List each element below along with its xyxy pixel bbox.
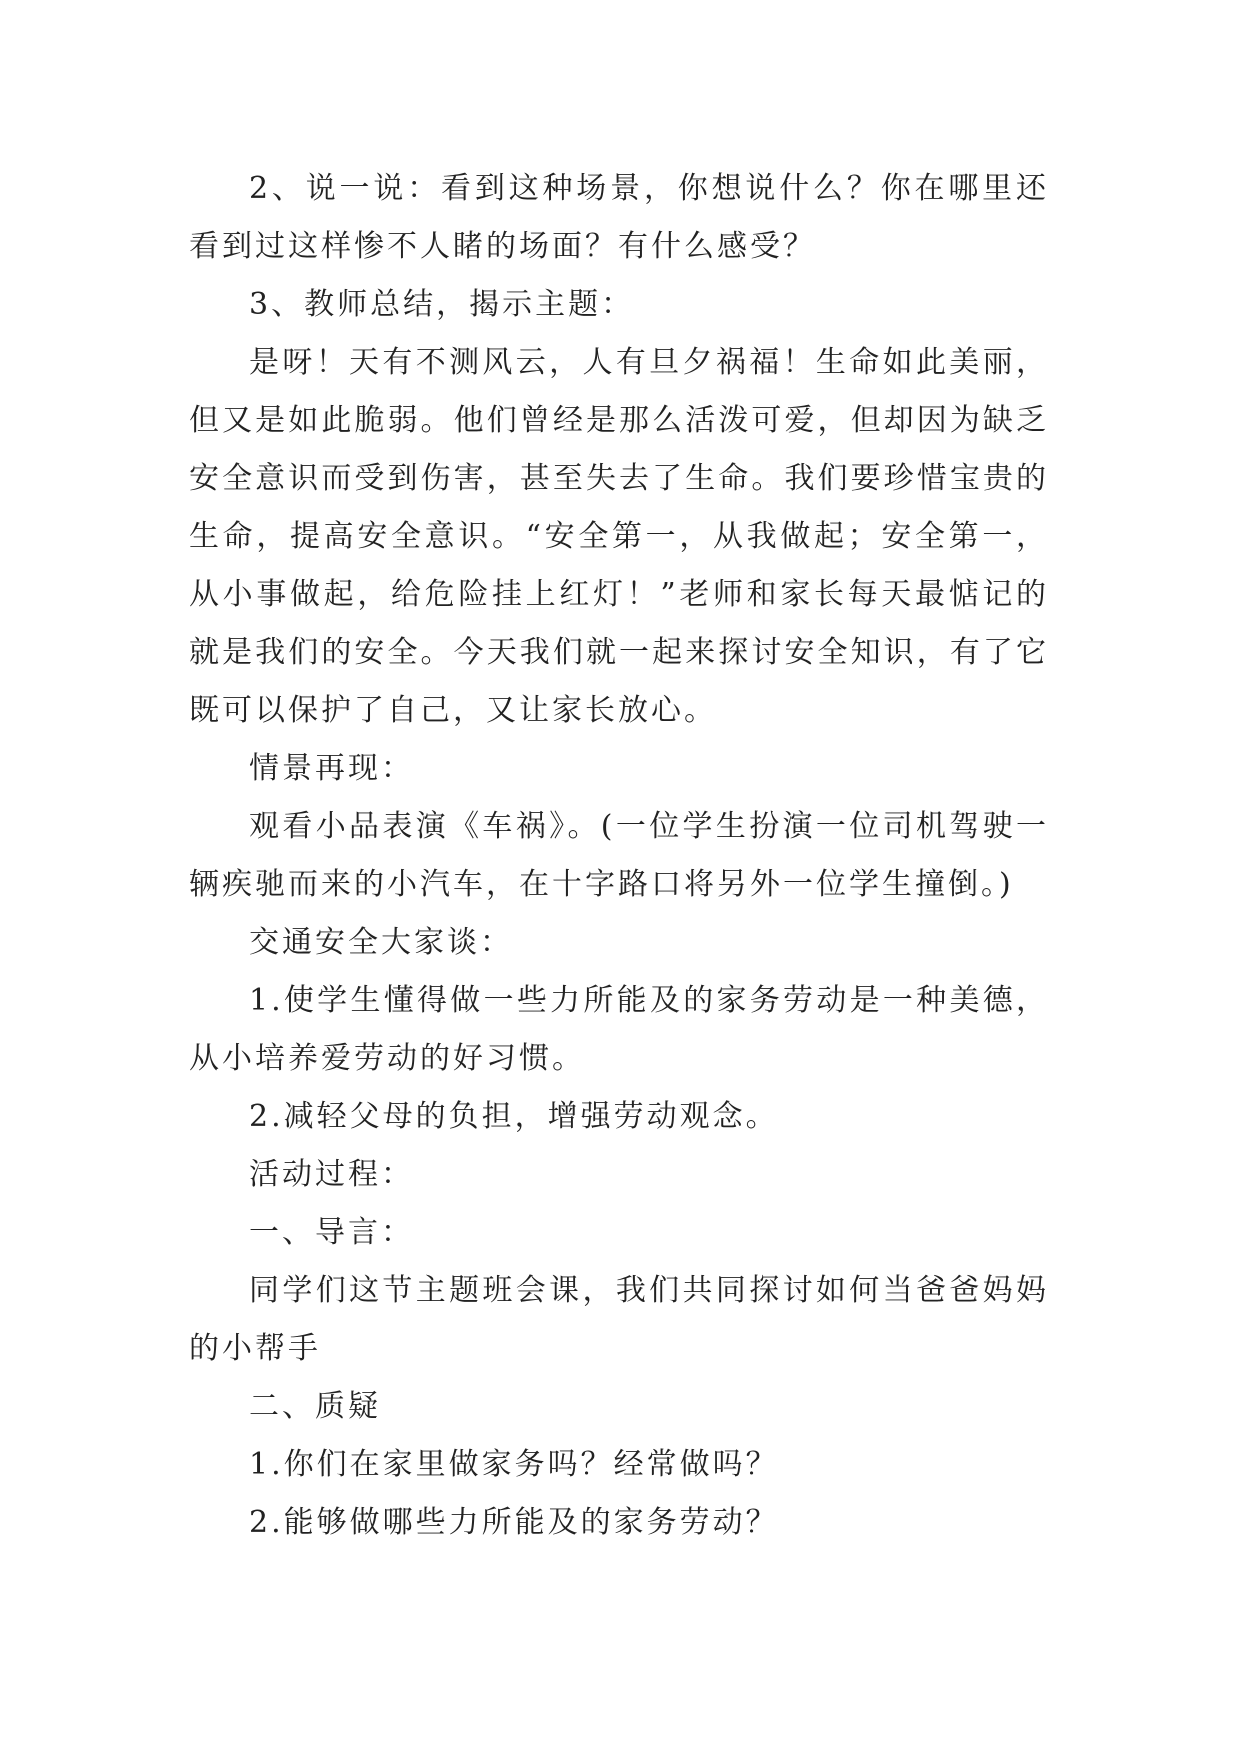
paragraph-goal-2: 2.减轻父母的负担，增强劳动观念。 [249,1099,779,1134]
paragraph-process-heading: 活动过程： [249,1157,414,1192]
paragraph-teacher-summary-heading: 3、教师总结，揭示主题： [249,287,635,322]
paragraph-goal-1: 1.使学生懂得做一些力所能及的家务劳动是一种美德，从小培养爱劳动的好习惯。 [189,983,1049,1076]
paragraph-discussion-prompt: 2、说一说：看到这种场景，你想说什么？你在哪里还看到过这样惨不人睹的场面？有什么感受？ [189,171,1049,264]
paragraph-skit: 观看小品表演《车祸》。(一位学生扮演一位司机驾驶一辆疾驰而来的小汽车，在十字路口将另外一位学生撞倒。) [189,809,1049,902]
paragraph-question-1: 1.你们在家里做家务吗？经常做吗？ [249,1447,779,1482]
paragraph-question-heading: 二、质疑 [249,1389,381,1424]
paragraph-intro-heading: 一、导言： [249,1215,414,1250]
paragraph-question-2: 2.能够做哪些力所能及的家务劳动？ [249,1505,779,1540]
document-body [189,160,1049,1552]
paragraph-scene-heading: 情景再现： [249,751,414,786]
paragraph-intro: 同学们这节主题班会课，我们共同探讨如何当爸爸妈妈的小帮手 [189,1273,1049,1366]
paragraph-teacher-summary: 是呀！天有不测风云，人有旦夕祸福！生命如此美丽，但又是如此脆弱。他们曾经是那么活泼可爱，但却因为缺乏安全意识而受到伤害，甚至失去了生命。我们要珍惜宝贵的生命，提高安全意识。“安全第一，从我做起；安全第一，从小事做起，给危险挂上红灯！”老师和家长每天最惦记的就是我们的安全。今天我们就一起来探讨安全知识，有了它既可以保护了自己，又让家长放心。 [189,345,1049,728]
paragraph-traffic-safety-heading: 交通安全大家谈： [249,925,513,960]
